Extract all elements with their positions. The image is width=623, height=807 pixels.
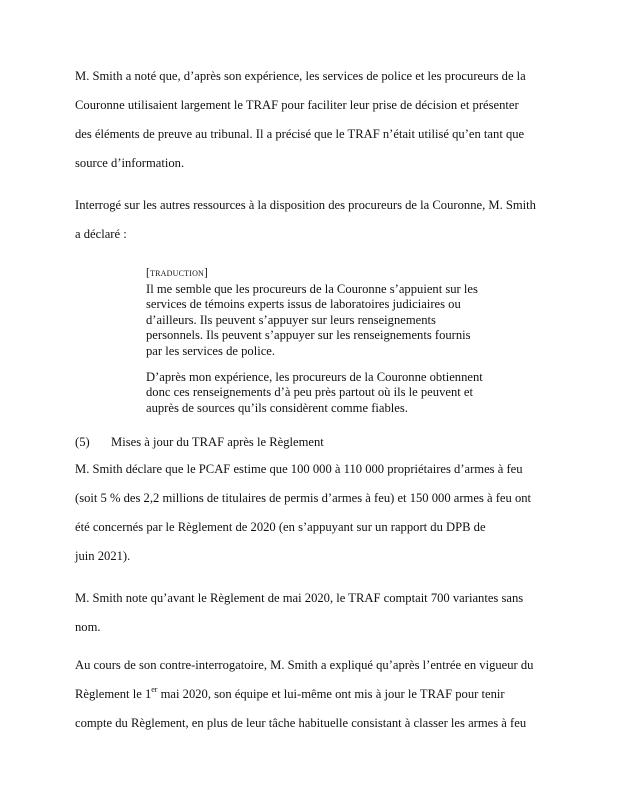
translation-tag: [traduction] — [146, 267, 209, 279]
text-line: (soit 5 % des 2,2 millions de titulaires de permis d’armes à feu) et 150 000 armes à feu ont — [75, 491, 532, 505]
text-line: nom. — [75, 620, 101, 634]
quote-line: D’après mon expérience, les procureurs de la Couronne obtiennent — [146, 369, 483, 384]
block-quote — [146, 266, 506, 416]
text-line: été concernés par le Règlement de 2020 (en s’appuyant sur un rapport du DPB de — [75, 520, 486, 534]
text-fragment: Règlement le 1 — [75, 687, 152, 701]
text-line: Au cours de son contre-interrogatoire, M. Smith a expliqué qu’après l’entrée en vigueur du — [75, 658, 534, 672]
paragraph-1 — [75, 62, 545, 178]
quote-line: donc ces renseignements d’à peu près partout où ils le peuvent et — [146, 385, 473, 400]
ordinal-superscript: er — [151, 684, 158, 694]
text-line: compte du Règlement, en plus de leur tâche habituelle consistant à classer les armes à feu — [75, 716, 527, 730]
quote-line: services de témoins experts issus de laboratoires judiciaires ou — [146, 297, 461, 312]
quote-line: personnels. Ils peuvent s’appuyer sur les renseignements fournis — [146, 328, 471, 343]
text-line: Couronne utilisaient largement le TRAF pour faciliter leur prise de décision et présenter — [75, 98, 519, 112]
quote-line: auprès de sources qu’ils considèrent comme fiables. — [146, 400, 408, 415]
heading-number: (5) — [75, 435, 90, 449]
quote-line: par les services de police. — [146, 343, 276, 358]
paragraph-2 — [75, 191, 545, 249]
text-line — [75, 680, 545, 709]
paragraph-3 — [75, 455, 545, 571]
heading-text: Mises à jour du TRAF après le Règlement — [111, 435, 324, 449]
quote-line: Il me semble que les procureurs de la Couronne s’appuient sur les — [146, 281, 478, 296]
text-line: Interrogé sur les autres ressources à la disposition des procureurs de la Couronne, M. Smith — [75, 198, 536, 212]
text-line: M. Smith a noté que, d’après son expérience, les services de police et les procureurs de la — [75, 69, 526, 83]
paragraph-5 — [75, 651, 545, 738]
text-line: juin 2021). — [75, 549, 131, 563]
text-line: source d’information. — [75, 156, 185, 170]
text-fragment: mai 2020, son équipe et lui-même ont mis à jour le TRAF pour tenir — [157, 687, 505, 701]
text-line: des éléments de preuve au tribunal. Il a précisé que le TRAF n’était utilisé qu’en tant que — [75, 127, 525, 141]
text-line: a déclaré : — [75, 227, 127, 241]
paragraph-4 — [75, 584, 545, 642]
quote-line: d’ailleurs. Ils peuvent s’appuyer sur leurs renseignements — [146, 312, 436, 327]
text-line: M. Smith déclare que le PCAF estime que 100 000 à 110 000 propriétaires d’armes à feu — [75, 462, 523, 476]
text-line: M. Smith note qu’avant le Règlement de mai 2020, le TRAF comptait 700 variantes sans — [75, 591, 524, 605]
